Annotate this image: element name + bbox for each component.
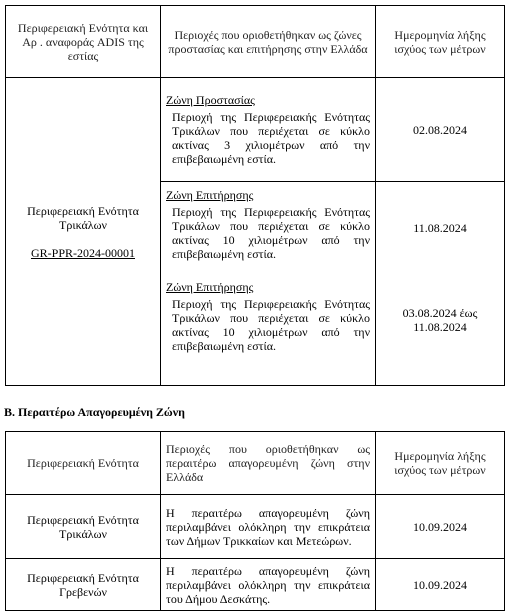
header-zones-areas: Περιοχές που οριοθετήθηκαν ως ζώνες προστασίας και επιτήρησης στην Ελλάδα <box>161 6 376 78</box>
header-expiry-date: Ημερομηνία λήξης ισχύος των μέτρων <box>376 432 505 495</box>
zone-description: Περιοχή της Περιφερειακής Ενότητας Τρικάλων που περιέχεται σε κύκλο ακτίνας 3 χιλιομέτρων από την επιβεβαιωμένη εστία. <box>172 110 370 166</box>
zone-description: Περιοχή της Περιφερειακής Ενότητας Τρικάλων που περιέχεται σε κύκλο ακτίνας 10 χιλιομέτρων από την επιβεβαιωμένη εστία. <box>172 297 370 353</box>
protection-zone-cell <box>161 78 376 182</box>
region-cell: Περιφερειακή Ενότητα Γρεβενών <box>6 559 161 611</box>
zones-table-header-row <box>6 6 505 78</box>
region-cell: Περιφερειακή Ενότητα Τρικάλων <box>6 495 161 559</box>
zones-table <box>5 5 505 386</box>
adis-reference-code: GR-PPR-2024-00001 <box>30 245 135 260</box>
zone-title: Ζώνη Προστασίας <box>166 93 255 107</box>
table-row <box>6 78 505 182</box>
header-region-adis: Περιφερειακή Ενότητα και Αρ . αναφοράς ADIS της εστίας <box>6 6 161 78</box>
restricted-description: Η περαιτέρω απαγορευμένη ζώνη περιλαμβάνει ολόκληρη την επικράτεια του Δήμου Δεσκάτης. <box>161 559 376 611</box>
table-row <box>6 495 505 559</box>
header-restricted-areas: Περιοχές που οριοθετήθηκαν ως περαιτέρω απαγορευμένη ζώνη στην Ελλάδα <box>161 432 376 495</box>
table-row <box>6 559 505 611</box>
zone-title: Ζώνη Επιτήρησης <box>166 188 254 202</box>
expiry-date-cell: 10.09.2024 <box>376 495 505 559</box>
expiry-date-cell: 02.08.2024 <box>376 78 505 182</box>
region-cell <box>6 78 161 386</box>
region-name: Περιφερειακή Ενότητα Τρικάλων <box>27 203 139 232</box>
expiry-date: 11.08.2024 <box>413 221 467 235</box>
restricted-table-header-row <box>6 432 505 495</box>
expiry-date-cell <box>376 182 505 386</box>
surveillance-zones-cell <box>161 182 376 386</box>
header-region: Περιφερειακή Ενότητα <box>6 432 161 495</box>
zone-description: Περιοχή της Περιφερειακής Ενότητας Τρικάλων που περιέχεται σε κύκλο ακτίνας 10 χιλιομέτρων από την επιβεβαιωμένη εστία. <box>172 205 370 261</box>
section-b-title: B. Περαιτέρω Απαγορευμένη Ζώνη <box>4 405 185 419</box>
expiry-date-cell: 10.09.2024 <box>376 559 505 611</box>
zone-title: Ζώνη Επιτήρησης <box>166 280 254 294</box>
header-expiry-date: Ημερομηνία λήξης ισχύος των μέτρων <box>376 6 505 78</box>
further-restricted-zone-table <box>5 431 505 611</box>
restricted-description: Η περαιτέρω απαγορευμένη ζώνη περιλαμβάνει ολόκληρη την επικράτεια των Δήμων Τρικκαίων και Μετεώρων. <box>161 495 376 559</box>
expiry-date-range: 03.08.2024 έως 11.08.2024 <box>402 306 478 334</box>
